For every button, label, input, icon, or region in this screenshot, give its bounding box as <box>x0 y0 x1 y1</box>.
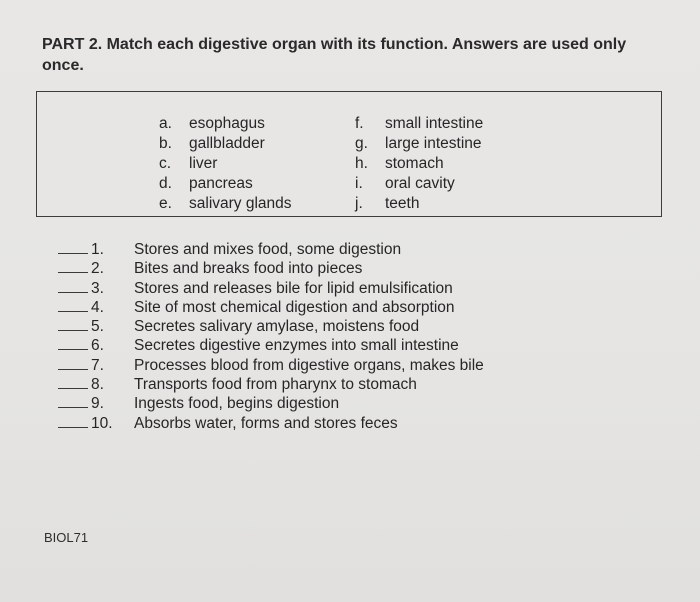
answer-blank[interactable] <box>58 279 88 293</box>
term-item <box>355 194 483 214</box>
term-text: salivary glands <box>189 195 292 212</box>
question-text: Ingests food, begins digestion <box>134 395 340 413</box>
question-number: 6. <box>91 337 104 355</box>
term-letter: j. <box>355 195 363 212</box>
question-number: 4. <box>91 298 104 316</box>
question-text: Secretes digestive enzymes into small intestine <box>134 337 459 355</box>
question-item <box>58 317 484 336</box>
question-text: Stores and releases bile for lipid emulsification <box>134 279 453 297</box>
question-item <box>58 240 484 259</box>
question-number: 2. <box>91 260 104 278</box>
question-text: Secretes salivary amylase, moistens food <box>134 318 420 336</box>
term-item <box>159 194 292 214</box>
term-text: large intestine <box>385 135 482 152</box>
term-item <box>355 154 483 174</box>
page-title: PART 2. Match each digestive organ with its function. Answers are used only once. <box>42 36 627 74</box>
answer-blank[interactable] <box>58 336 88 350</box>
question-item <box>58 414 484 433</box>
term-column-left <box>159 114 292 214</box>
term-letter: g. <box>355 135 368 152</box>
term-item <box>159 154 292 174</box>
question-item <box>58 356 484 375</box>
question-number: 7. <box>91 356 104 374</box>
question-number: 9. <box>91 395 104 413</box>
term-text: gallbladder <box>189 135 265 152</box>
question-text: Site of most chemical digestion and absorption <box>134 298 455 316</box>
question-number: 3. <box>91 279 104 297</box>
term-item <box>159 114 292 134</box>
question-number: 5. <box>91 318 104 336</box>
term-letter: c. <box>159 155 172 172</box>
course-code: BIOL71 <box>44 530 89 545</box>
term-letter: i. <box>355 175 363 192</box>
question-number: 10. <box>91 414 113 432</box>
answer-blank[interactable] <box>58 394 88 408</box>
term-letter: e. <box>159 195 172 212</box>
question-text: Bites and breaks food into pieces <box>134 260 363 278</box>
question-item <box>58 298 484 317</box>
term-bank <box>36 91 662 217</box>
term-text: liver <box>189 155 218 172</box>
question-item <box>58 336 484 355</box>
answer-blank[interactable] <box>58 298 88 312</box>
term-item <box>355 174 483 194</box>
term-item <box>159 134 292 154</box>
term-text: esophagus <box>189 115 265 132</box>
answer-blank[interactable] <box>58 317 88 331</box>
question-list <box>58 240 484 433</box>
term-letter: d. <box>159 175 172 192</box>
term-text: small intestine <box>385 115 484 132</box>
question-text: Stores and mixes food, some digestion <box>134 241 402 258</box>
question-item <box>58 259 484 278</box>
term-letter: f. <box>355 115 364 132</box>
question-text: Absorbs water, forms and stores feces <box>134 414 398 432</box>
term-item <box>159 174 292 194</box>
answer-blank[interactable] <box>58 240 88 254</box>
question-item <box>58 375 484 394</box>
term-letter: b. <box>159 135 172 152</box>
term-item <box>355 134 483 154</box>
question-number: 1. <box>91 241 104 258</box>
question-text: Processes blood from digestive organs, makes bile <box>134 356 484 374</box>
question-text: Transports food from pharynx to stomach <box>134 376 417 394</box>
question-item <box>58 394 484 413</box>
answer-blank[interactable] <box>58 375 88 389</box>
term-text: teeth <box>385 195 420 212</box>
answer-blank[interactable] <box>58 259 88 273</box>
term-text: oral cavity <box>385 175 455 192</box>
answer-blank[interactable] <box>58 356 88 370</box>
term-column-right <box>355 114 483 214</box>
question-number: 8. <box>91 376 104 394</box>
term-text: pancreas <box>189 175 253 192</box>
term-text: stomach <box>385 155 444 172</box>
term-letter: a. <box>159 115 172 132</box>
question-item <box>58 279 484 298</box>
term-letter: h. <box>355 155 368 172</box>
term-item <box>355 114 483 134</box>
answer-blank[interactable] <box>58 414 88 428</box>
